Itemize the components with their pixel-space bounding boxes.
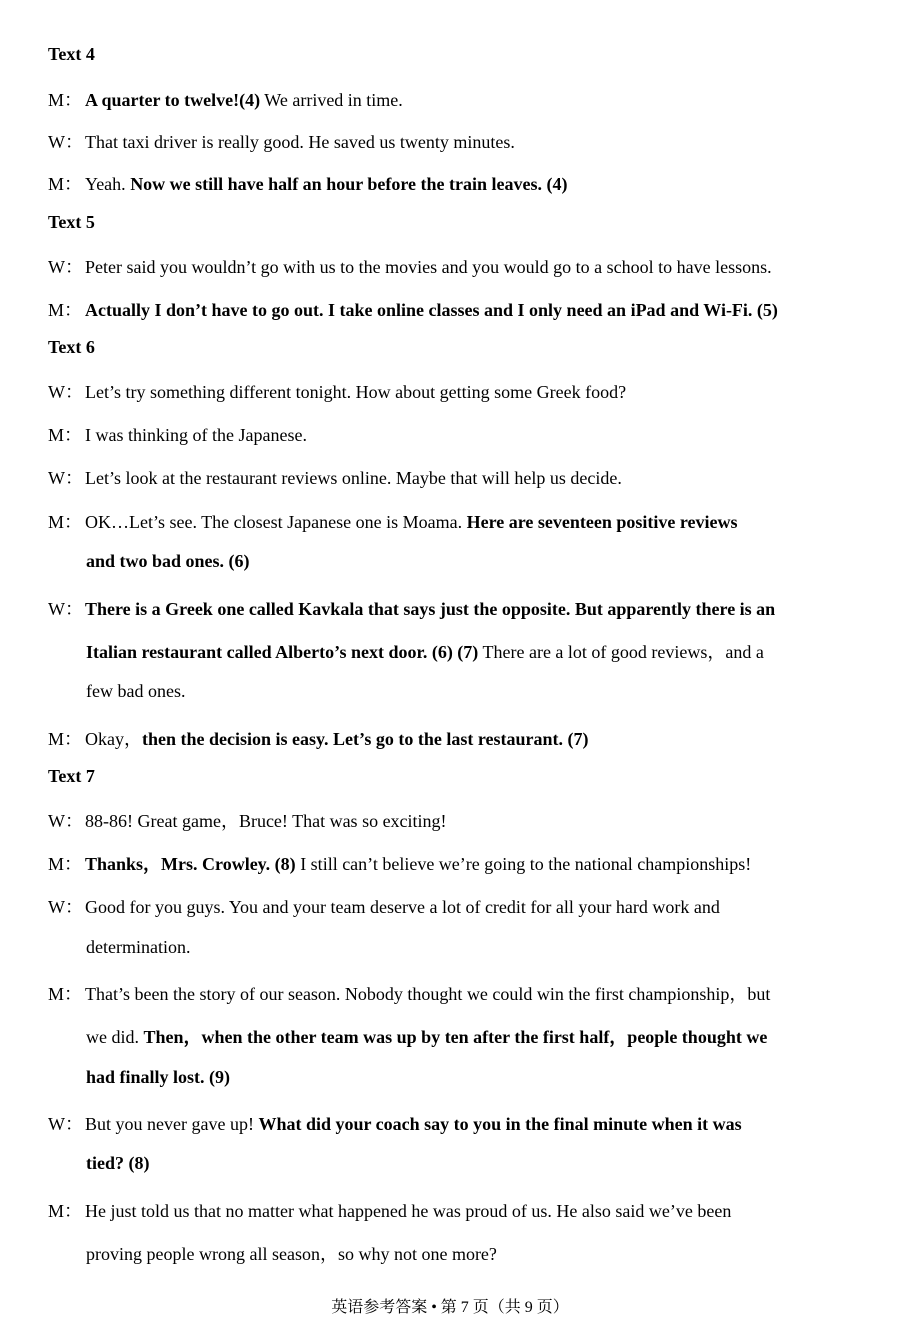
dialogue-text: We arrived in time. <box>260 90 403 110</box>
dialogue-text: There are a lot of good reviews，and a <box>478 642 764 662</box>
speaker-label: M： <box>48 729 83 749</box>
dialogue-line <box>48 86 403 112</box>
dialogue-text-continued: proving people wrong all season，so why not one more? <box>86 1244 497 1264</box>
dialogue-text: But you never gave up! <box>85 1114 259 1134</box>
speaker-label: M： <box>48 90 83 110</box>
answer-evidence: What did your coach say to you in the final minute when it was <box>258 1114 742 1134</box>
speaker-label: W： <box>48 382 83 402</box>
speaker-label: W： <box>48 257 83 277</box>
answer-evidence: There is a Greek one called Kavkala that says just the opposite. But apparently there is an <box>85 599 776 619</box>
section-heading-text4: Text 4 <box>48 44 95 64</box>
dialogue-line <box>48 464 622 490</box>
section-heading-text5: Text 5 <box>48 212 95 232</box>
answer-evidence: Here are seventeen positive reviews <box>466 512 738 532</box>
speaker-label: W： <box>48 132 83 152</box>
speaker-label: W： <box>48 599 83 619</box>
speaker-label: W： <box>48 1114 83 1134</box>
speaker-label: M： <box>48 174 83 194</box>
speaker-label: W： <box>48 811 83 831</box>
dialogue-text: I was thinking of the Japanese. <box>85 425 307 445</box>
dialogue-text: OK…Let’s see. The closest Japanese one is Moama. <box>85 512 467 532</box>
dialogue-text: Okay， <box>85 729 142 749</box>
answer-evidence: Thanks，Mrs. Crowley. (8) <box>85 854 296 874</box>
dialogue-line <box>48 893 720 919</box>
dialogue-line <box>48 128 515 154</box>
dialogue-text: we did. <box>86 1027 144 1047</box>
dialogue-line <box>48 1197 731 1223</box>
dialogue-text: 88-86! Great game，Bruce! That was so exciting! <box>85 811 447 831</box>
dialogue-line <box>48 508 738 534</box>
dialogue-line <box>48 595 775 621</box>
page-footer: 英语参考答案 • 第 7 页（共 9 页） <box>331 1299 569 1316</box>
speaker-label: M： <box>48 425 83 445</box>
section-heading-text6: Text 6 <box>48 337 95 357</box>
answer-evidence-continued: and two bad ones. (6) <box>86 551 250 571</box>
dialogue-text: That taxi driver is really good. He saved us twenty minutes. <box>85 132 515 152</box>
dialogue-text: That’s been the story of our season. Nobody thought we could win the first championship，but <box>85 984 771 1004</box>
answer-evidence: then the decision is easy. Let’s go to the last restaurant. (7) <box>142 729 589 749</box>
speaker-label: M： <box>48 854 83 874</box>
dialogue-text: Let’s look at the restaurant reviews online. Maybe that will help us decide. <box>85 468 622 488</box>
answer-evidence: A quarter to twelve!(4) <box>85 90 261 110</box>
dialogue-text-continued: few bad ones. <box>86 681 186 701</box>
dialogue-line <box>48 807 447 833</box>
answer-evidence-continued: had finally lost. (9) <box>86 1067 231 1087</box>
dialogue-text: Let’s try something different tonight. How about getting some Greek food? <box>85 382 627 402</box>
dialogue-text: He just told us that no matter what happened he was proud of us. He also said we’ve been <box>85 1201 732 1221</box>
dialogue-text: Yeah. <box>85 174 131 194</box>
speaker-label: M： <box>48 300 83 320</box>
answer-evidence: Actually I don’t have to go out. I take online classes and I only need an iPad and Wi-Fi. (5) <box>85 300 778 320</box>
dialogue-line <box>48 1110 742 1136</box>
answer-evidence: Then，when the other team was up by ten after the first half，people thought we <box>143 1027 768 1047</box>
section-heading-text7: Text 7 <box>48 766 95 786</box>
dialogue-text: I still can’t believe we’re going to the national championships! <box>295 854 752 874</box>
dialogue-line <box>48 378 626 404</box>
dialogue-line <box>48 253 772 279</box>
dialogue-line <box>48 170 568 196</box>
dialogue-line <box>48 421 307 447</box>
dialogue-line-continued <box>86 1023 767 1049</box>
dialogue-line-continued <box>86 638 764 664</box>
answer-evidence: Now we still have half an hour before the train leaves. (4) <box>130 174 568 194</box>
answer-evidence-continued: tied? (8) <box>86 1153 150 1173</box>
speaker-label: M： <box>48 1201 83 1221</box>
speaker-label: M： <box>48 512 83 532</box>
dialogue-line <box>48 850 751 876</box>
speaker-label: M： <box>48 984 83 1004</box>
speaker-label: W： <box>48 468 83 488</box>
dialogue-line <box>48 980 770 1006</box>
dialogue-text-continued: determination. <box>86 937 191 957</box>
dialogue-line <box>48 296 778 322</box>
dialogue-line <box>48 725 588 751</box>
dialogue-text: Peter said you wouldn’t go with us to the movies and you would go to a school to have lessons. <box>85 257 772 277</box>
dialogue-text: Good for you guys. You and your team deserve a lot of credit for all your hard work and <box>85 897 720 917</box>
speaker-label: W： <box>48 897 83 917</box>
answer-evidence: Italian restaurant called Alberto’s next door. (6) (7) <box>86 642 479 662</box>
